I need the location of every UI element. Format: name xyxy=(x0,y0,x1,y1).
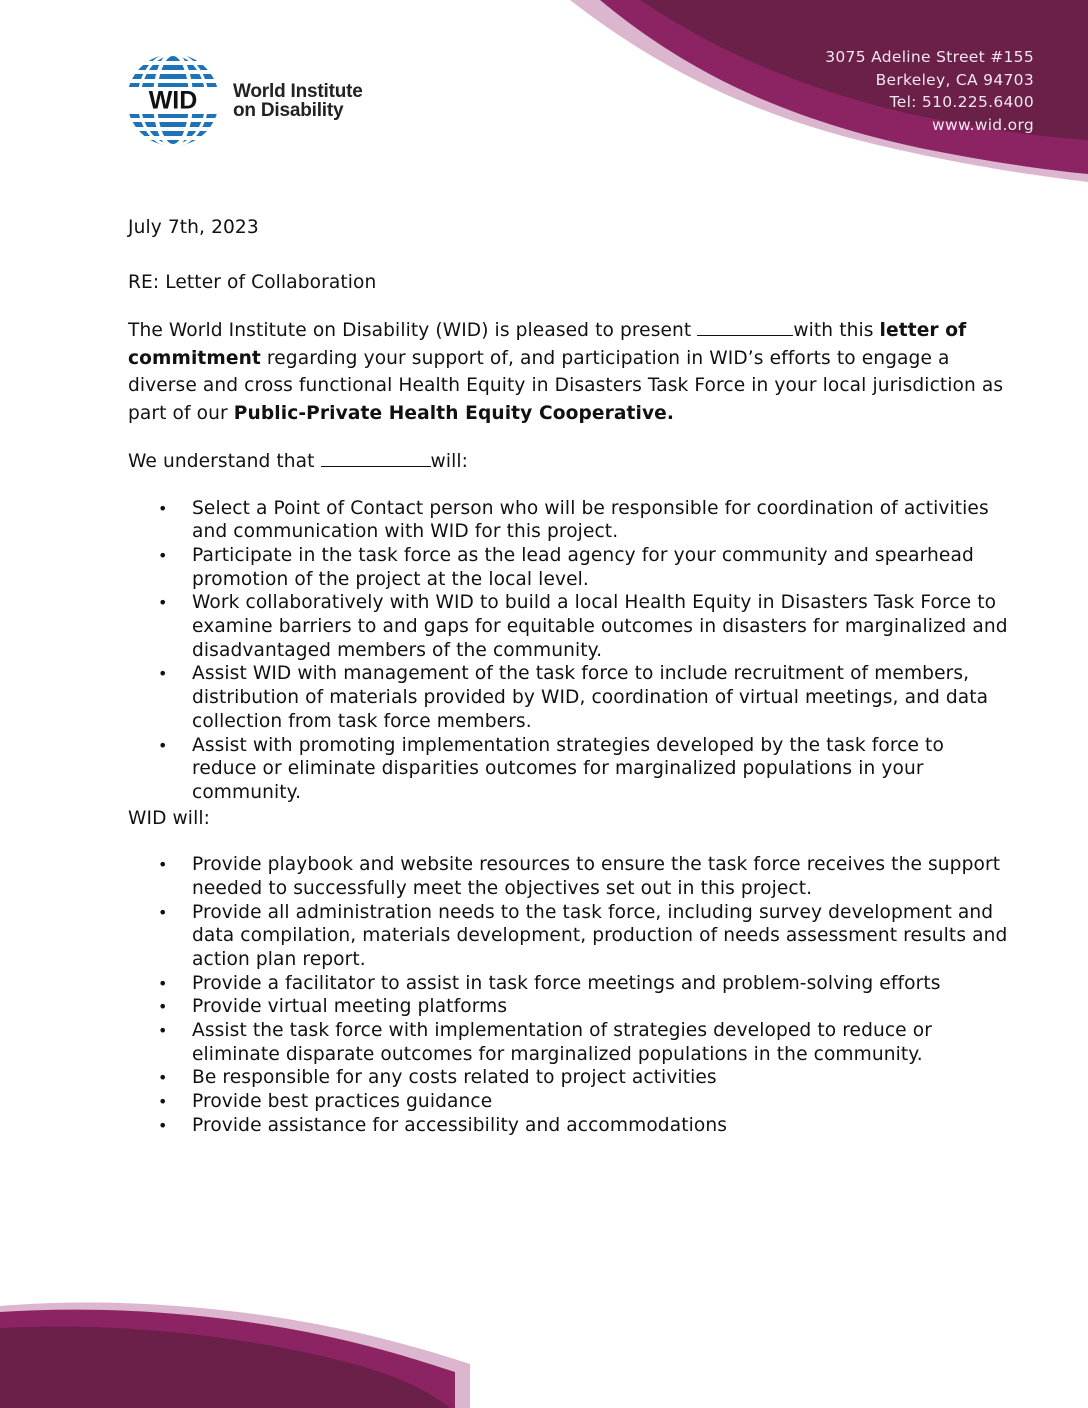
wid-logo xyxy=(125,52,425,148)
list-item xyxy=(128,1066,1008,1090)
list-item xyxy=(128,734,1008,805)
bullet-icon: • xyxy=(158,902,168,922)
list-item-text: Participate in the task force as the lead agency for your community and spearhead promotion of the project at the local level. xyxy=(192,544,974,590)
list-item xyxy=(128,1090,1008,1114)
list-item xyxy=(128,901,1008,972)
list-item-text: Work collaboratively with WID to build a local Health Equity in Disasters Task Force to examine barriers to and gaps for equitable outcomes in disasters for marginalized and disadvantaged members of the community. xyxy=(192,592,1008,661)
bullet-icon: • xyxy=(158,1092,168,1112)
logo-line-2: on Disability xyxy=(233,100,344,121)
understand-line xyxy=(128,448,1008,476)
list-item xyxy=(128,1114,1008,1138)
bullet-icon: • xyxy=(158,593,168,613)
list-item xyxy=(128,497,1008,544)
intro-text-1: The World Institute on Disability (WID) is pleased to present xyxy=(128,320,698,341)
list-item-text: Assist the task force with implementation of strategies developed to reduce or eliminate disparate outcomes for marginalized populations in the community. xyxy=(192,1020,932,1065)
partner-name-blank xyxy=(697,317,793,336)
partner-commitments-list xyxy=(128,497,1008,805)
intro-bold-commitment: letter of commitment xyxy=(128,320,967,369)
bullet-icon: • xyxy=(158,498,168,518)
bullet-icon: • xyxy=(158,1115,168,1135)
letter-date: July 7th, 2023 xyxy=(128,217,259,238)
svg-text:WID: WID xyxy=(148,86,198,115)
logo-line-1: World Institute xyxy=(233,81,363,102)
list-item-text: Assist WID with management of the task force to include recruitment of members, distribution of materials provided by WID, coordination of virtual meetings, and data collection from task force members. xyxy=(192,663,989,732)
logo-wordmark xyxy=(233,82,363,120)
list-item-text: Be responsible for any costs related to project activities xyxy=(192,1067,717,1089)
wid-will-heading: WID will: xyxy=(128,807,210,829)
letter-subject: RE: Letter of Collaboration xyxy=(128,271,377,293)
understand-text-2: will: xyxy=(430,451,469,472)
wid-commitments-list xyxy=(128,853,1008,1137)
bullet-icon: • xyxy=(158,1021,168,1041)
intro-paragraph xyxy=(128,317,1008,427)
partner-name-blank-2 xyxy=(321,448,431,467)
bullet-icon: • xyxy=(158,973,168,993)
address-city: Berkeley, CA 94703 xyxy=(875,70,1034,89)
bullet-icon: • xyxy=(158,855,168,875)
intro-bold-cooperative: Public-Private Health Equity Cooperative. xyxy=(233,402,675,424)
address-street: 3075 Adeline Street #155 xyxy=(825,48,1034,66)
list-item xyxy=(128,972,1008,996)
list-item-text: Provide best practices guidance xyxy=(192,1091,493,1113)
list-item xyxy=(128,853,1008,900)
list-item-text: Select a Point of Contact person who will be responsible for coordination of activities and communication with WID for this project. xyxy=(192,497,989,543)
letter-body xyxy=(128,214,1008,1138)
list-item-text: Provide virtual meeting platforms xyxy=(192,996,508,1018)
footer-wave-decoration xyxy=(0,1298,1088,1408)
bullet-icon: • xyxy=(158,997,168,1017)
list-item xyxy=(128,1019,1008,1066)
list-item xyxy=(128,591,1008,662)
list-item xyxy=(128,662,1008,733)
list-item-text: Provide a facilitator to assist in task force meetings and problem-solving efforts xyxy=(192,972,941,994)
bullet-icon: • xyxy=(158,664,168,684)
address-phone: Tel: 510.225.6400 xyxy=(889,93,1034,111)
bullet-icon: • xyxy=(158,735,168,755)
list-item xyxy=(128,995,1008,1019)
bullet-icon: • xyxy=(158,1068,168,1088)
bullet-icon: • xyxy=(158,545,168,565)
list-item-text: Provide playbook and website resources to ensure the task force receives the support needed to successfully meet the objectives set out in this project. xyxy=(192,854,1001,899)
address-website: www.wid.org xyxy=(931,115,1034,134)
globe-logo-icon xyxy=(125,52,221,148)
understand-text-1: We understand that xyxy=(128,451,321,472)
list-item-text: Provide all administration needs to the task force, including survey development and data compilation, materials development, production of needs assessment results and action plan report. xyxy=(192,901,1008,970)
intro-text-3: regarding your support of, and participation in WID’s efforts to engage a diverse and cross functional Health Equity in Disasters Task Force in your local jurisdiction as part of our xyxy=(128,347,1004,424)
list-item xyxy=(128,544,1008,591)
list-item-text: Provide assistance for accessibility and accommodations xyxy=(192,1114,727,1136)
intro-text-2: with this xyxy=(793,320,880,341)
address-block xyxy=(825,46,1034,136)
list-item-text: Assist with promoting implementation strategies developed by the task force to reduce or eliminate disparities outcomes for marginalized populations in your community. xyxy=(192,734,944,803)
